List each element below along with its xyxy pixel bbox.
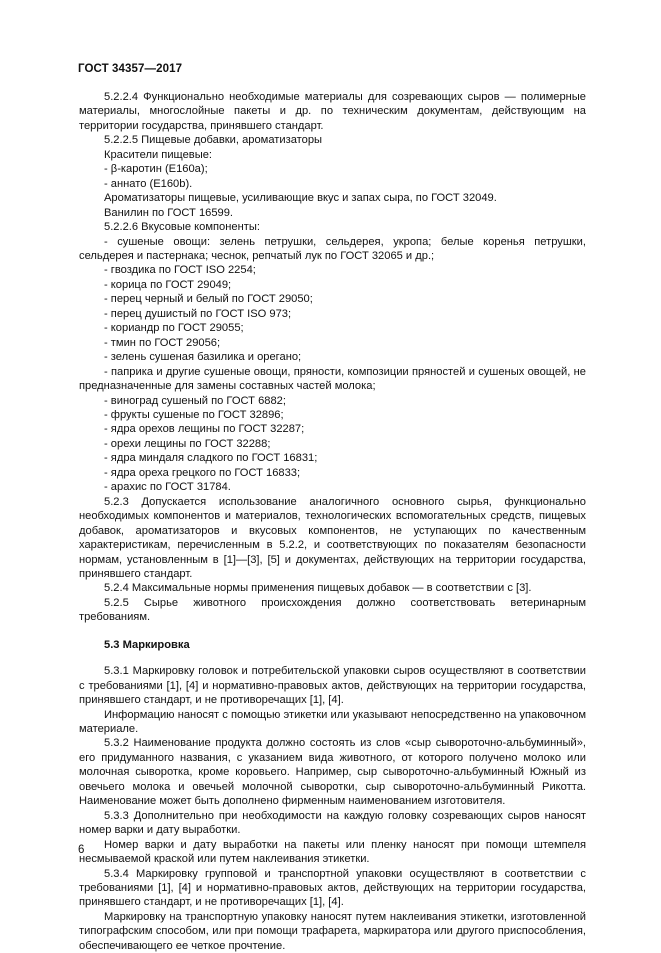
list-item: - ядра ореха грецкого по ГОСТ 16833;: [104, 466, 301, 479]
paragraph-colorants: Красители пищевые:: [104, 148, 213, 161]
paragraph-5-2-2-4: 5.2.2.4 Функционально необходимые материалы для созревающих сыров — полимерные материалы, многослойные пакеты и др. по техническим документам, действующим на территории государства, принявшего стандарт.: [79, 91, 586, 132]
list-item: - β-каротин (Е160а);: [104, 163, 208, 176]
section-heading-5-3: 5.3 Маркировка: [104, 638, 190, 651]
list-item: - орехи лещины по ГОСТ 32288;: [104, 437, 271, 450]
paragraph-flavorings: Ароматизаторы пищевые, усиливающие вкус и запах сыра, по ГОСТ 32049.: [104, 192, 497, 205]
paragraph-vanillin: Ванилин по ГОСТ 16599.: [104, 206, 234, 219]
paragraph-info: Информацию наносят с помощью этикетки или указывают непосредственно на упаковочном материале.: [79, 708, 586, 736]
paragraph-5-3-1: 5.3.1 Маркировку головок и потребительской упаковки сыров осуществляют в соответствии с требованиями [1], [4] и нормативно-правовых актов, действующих на территории государства, принявшего стандарт, и не противоречащих [1], [4].: [79, 665, 586, 707]
list-item: - зелень сушеная базилика и орегано;: [104, 351, 302, 364]
paragraph-5-2-5: 5.2.5 Сырье животного происхождения должно соответствовать ветеринарным требованиям.: [79, 596, 586, 624]
list-item: - кориандр по ГОСТ 29055;: [104, 322, 244, 335]
paragraph-batch-number: Номер варки и дату выработки на пакеты или пленку наносят при помощи штемпеля несмываемой краской или путем наклеивания этикетки.: [79, 838, 586, 866]
paragraph-5-3-2: 5.3.2 Наименование продукта должно состоять из слов «сыр сывороточно-альбуминный», его придуманного названия, с указанием вида животного, от которого получено молоко или молочная сыворотка, кроме коровьего. Например, сыр сывороточно-альбуминный Южный из овечьего молока и овечьей молочной сыворотки, сыр сывороточно-альбуминный Рикотта. Наименование может быть дополнено фирменным наименованием изготовителя.: [79, 737, 586, 808]
paragraph-5-2-3: 5.2.3 Допускается использование аналогичного основного сырья, функционально необходимых компонентов и материалов, технологических вспомогательных средств, пищевых добавок, ароматизаторов и вкусовых компонентов, не уступающих по качественным характеристикам, перечисленным в 5.2.2, и соответствующих по показателям безопасности нормам, установленным в [1]—[3], [5] и документах, действующих на территории государства, принявшего стандарт.: [79, 495, 586, 580]
paragraph-5-3-3: 5.3.3 Дополнительно при необходимости на каждую головку созревающих сыров наносят номер варки и дату выработки.: [79, 809, 586, 837]
list-item: - ядра миндаля сладкого по ГОСТ 16831;: [104, 452, 318, 465]
page-number: 6: [78, 844, 85, 856]
list-item: - виноград сушеный по ГОСТ 6882;: [104, 394, 286, 407]
paragraph-5-2-2-6: 5.2.2.6 Вкусовые компоненты:: [104, 221, 260, 234]
list-item: - арахис по ГОСТ 31784.: [104, 481, 231, 494]
list-item: - аннато (Е160b).: [104, 177, 193, 190]
list-item: - перец черный и белый по ГОСТ 29050;: [104, 293, 313, 306]
paragraph-5-3-4: 5.3.4 Маркировку групповой и транспортной упаковки осуществляют в соответствии с требованиями [1], [4] и нормативно-правовых актов, действующих на территории государства, принявшего стандарт, и не противоречащих [1], [4].: [79, 867, 586, 909]
list-item: - ядра орехов лещины по ГОСТ 32287;: [104, 423, 305, 436]
list-item: - сушеные овощи: зелень петрушки, сельдерея, укропа; белые коренья петрушки, сельдерея и пастернака; чеснок, репчатый лук по ГОСТ 32065 и др.;: [79, 235, 586, 262]
document-header: ГОСТ 34357—2017: [78, 63, 183, 75]
list-item: - гвоздика по ГОСТ ISO 2254;: [104, 264, 256, 277]
list-item: - тмин по ГОСТ 29056;: [104, 336, 221, 349]
paragraph-transport-marking: Маркировку на транспортную упаковку наносят путем наклеивания этикетки, изготовленной типографским способом, или при помощи трафарета, маркиратора или другого приспособления, обеспечивающего ее четкое прочтение.: [79, 910, 586, 952]
paragraph-5-2-2-5: 5.2.2.5 Пищевые добавки, ароматизаторы: [104, 134, 323, 147]
paragraph-5-2-4: 5.2.4 Максимальные нормы применения пищевых добавок — в соответствии с [3].: [104, 582, 532, 595]
list-item: - фрукты сушеные по ГОСТ 32896;: [104, 408, 284, 421]
list-item: - корица по ГОСТ 29049;: [104, 278, 232, 291]
list-item: - перец душистый по ГОСТ ISO 973;: [104, 307, 292, 320]
document-body: [79, 90, 586, 953]
list-item: - паприка и другие сушеные овощи, пряности, композиции пряностей и сушеных овощей, не предназначенные для замены составных частей молока;: [79, 365, 586, 393]
